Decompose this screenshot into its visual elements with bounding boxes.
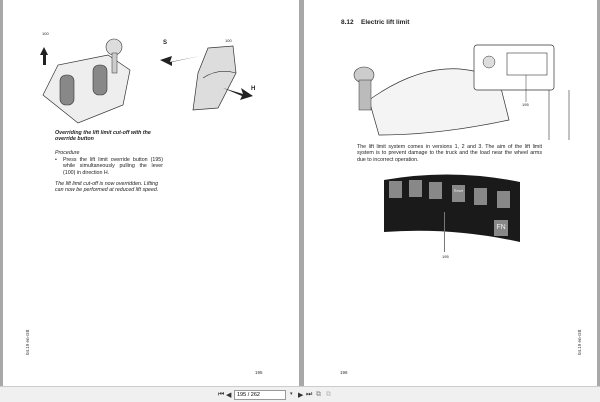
result-text: The lift limit cut-off is now overridden. Lifting can now be performed at reduced lift speed. — [55, 181, 159, 194]
left-page — [3, 0, 299, 386]
pdf-toolbar — [0, 386, 600, 402]
dashboard-illustration — [339, 40, 584, 140]
right-page — [304, 0, 597, 386]
section-number: 8.12 — [341, 19, 354, 26]
first-page-button[interactable]: ⏮ — [218, 391, 225, 398]
page-number-input[interactable] — [234, 390, 286, 400]
panel-button: Reset — [452, 185, 465, 202]
joystick-illustration — [38, 35, 133, 125]
section-title: Electric lift limit — [361, 19, 410, 26]
heading: Overriding the lift limit cut-off with the override button — [55, 130, 151, 143]
procedure-step: • Press the lift limit override button (195) while simultaneously pulling the lever (100) in direction H. — [55, 157, 163, 176]
panel-button — [497, 191, 510, 208]
leader-line — [444, 212, 445, 252]
panel-button — [429, 182, 442, 199]
procedure-label: Procedure — [55, 150, 80, 156]
panel-label-195: 195 — [442, 254, 449, 259]
next-page-button[interactable]: ▶ — [298, 392, 304, 399]
side-text: 04.19 en-GB — [577, 329, 582, 355]
page-number: 195 — [255, 370, 263, 375]
panel-button — [389, 181, 402, 198]
label-100: 100 — [42, 31, 49, 36]
figure-label-195: 195 — [522, 102, 529, 107]
panel-button: FN — [494, 220, 508, 236]
page-number: 196 — [340, 370, 348, 375]
label-h: H — [251, 86, 256, 92]
page-dropdown-icon[interactable]: ▾ — [290, 391, 293, 397]
panel-button — [474, 188, 487, 205]
panel-button — [409, 180, 422, 197]
lever-illustration — [158, 38, 258, 118]
single-page-view-icon[interactable]: ⧉ — [326, 391, 331, 398]
side-text: 04.19 en-GB — [25, 329, 30, 355]
two-page-view-icon[interactable]: ⧉ — [316, 391, 321, 398]
prev-page-button[interactable]: ◀ — [226, 392, 232, 399]
label-100-b: 100 — [225, 38, 232, 43]
label-s: S — [163, 40, 168, 46]
body-text: The lift limit system comes in versions 1, 2 and 3. The aim of the lift limit system is to prevent damage to the truck and the load near the wheel arms due to incorrect operation. — [357, 144, 542, 163]
last-page-button[interactable]: ⏭ — [306, 391, 313, 398]
